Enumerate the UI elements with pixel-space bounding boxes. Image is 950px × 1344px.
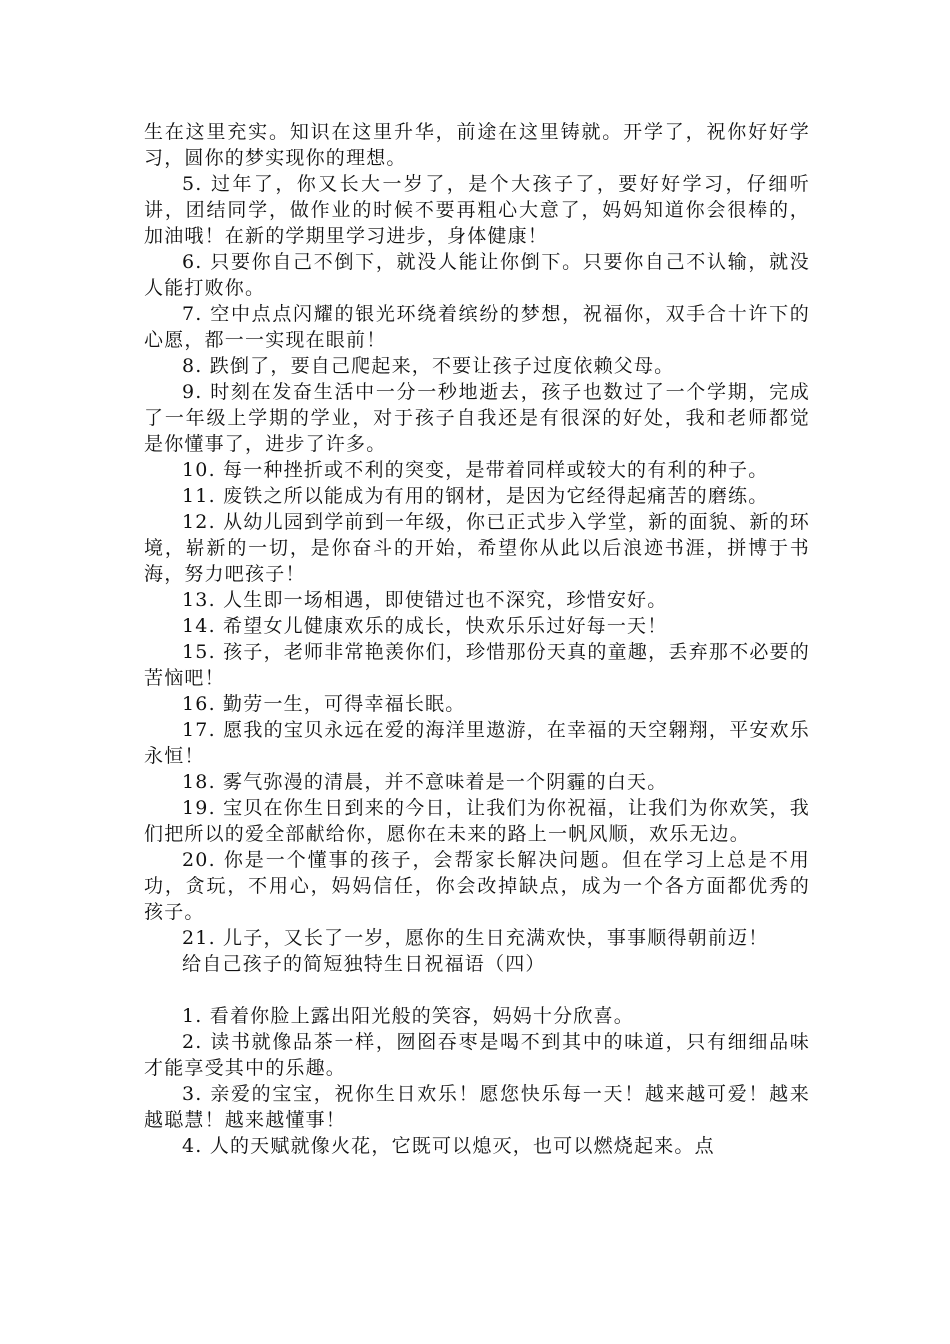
section-heading: 给自己孩子的简短独特生日祝福语（四） [182,953,546,975]
list-item: 9. 时刻在发奋生活中一分一秒地逝去，孩子也数过了一个学期，完成了一年级上学期的学业，对于孩子自我还是有很深的好处，我和老师都觉是你懂事了，进步了许多。 [144,381,810,455]
list-item: 4. 人的天赋就像火花，它既可以熄灭，也可以燃烧起来。点 [182,1135,715,1157]
blank-line [144,977,810,1003]
list-item: 18. 雾气弥漫的清晨，并不意味着是一个阴霾的白天。 [182,771,668,793]
list-item: 2. 读书就像品茶一样，囫囵吞枣是喝不到其中的味道，只有细细品味才能享受其中的乐趣。 [144,1031,810,1079]
list-item: 16. 勤劳一生，可得幸福长眠。 [182,693,466,715]
list-item: 3. 亲爱的宝宝，祝你生日欢乐！愿您快乐每一天！越来越可爱！越来越聪慧！越来越懂事！ [144,1083,810,1131]
list-item: 17. 愿我的宝贝永远在爱的海洋里遨游，在幸福的天空翱翔，平安欢乐永恒！ [144,719,810,767]
list-item: 15. 孩子，老师非常艳羡你们，珍惜那份天真的童趣，丢弃那不必要的苦恼吧！ [144,641,810,689]
list-item: 6. 只要你自己不倒下，就没人能让你倒下。只要你自己不认输，就没人能打败你。 [144,251,810,299]
list-item: 5. 过年了，你又长大一岁了，是个大孩子了，要好好学习，仔细听讲，团结同学，做作业的时候不要再粗心大意了，妈妈知道你会很棒的，加油哦！在新的学期里学习进步，身体健康！ [144,173,810,247]
lead-paragraph: 生在这里充实。知识在这里升华，前途在这里铸就。开学了，祝你好好学习，圆你的梦实现你的理想。 [144,121,810,169]
list-item: 1. 看着你脸上露出阳光般的笑容，妈妈十分欣喜。 [182,1005,634,1027]
list-item: 7. 空中点点闪耀的银光环绕着缤纷的梦想，祝福你，双手合十许下的心愿，都一一实现在眼前！ [144,303,810,351]
list-item: 8. 跌倒了，要自己爬起来，不要让孩子过度依赖父母。 [182,355,675,377]
list-item: 13. 人生即一场相遇，即使错过也不深究，珍惜安好。 [182,589,668,611]
list-item: 19. 宝贝在你生日到来的今日，让我们为你祝福，让我们为你欢笑，我们把所以的爱全部献给你，愿你在未来的路上一帆风顺，欢乐无边。 [144,797,810,845]
list-item: 12. 从幼儿园到学前到一年级，你已正式步入学堂，新的面貌、新的环境，崭新的一切，是你奋斗的开始，希望你从此以后浪迹书涯，拼博于书海，努力吧孩子！ [144,511,810,585]
list-item: 20. 你是一个懂事的孩子，会帮家长解决问题。但在学习上总是不用功，贪玩，不用心，妈妈信任，你会改掉缺点，成为一个各方面都优秀的孩子。 [144,849,810,923]
list-item: 11. 废铁之所以能成为有用的钢材，是因为它经得起痛苦的磨练。 [182,485,769,507]
list-item: 10. 每一种挫折或不利的突变，是带着同样或较大的有利的种子。 [182,459,769,481]
list-item: 21. 儿子，又长了一岁，愿你的生日充满欢快，事事顺得朝前迈！ [182,927,769,949]
document-page [144,119,810,1159]
list-item: 14. 希望女儿健康欢乐的成长，快欢乐乐过好每一天！ [182,615,668,637]
